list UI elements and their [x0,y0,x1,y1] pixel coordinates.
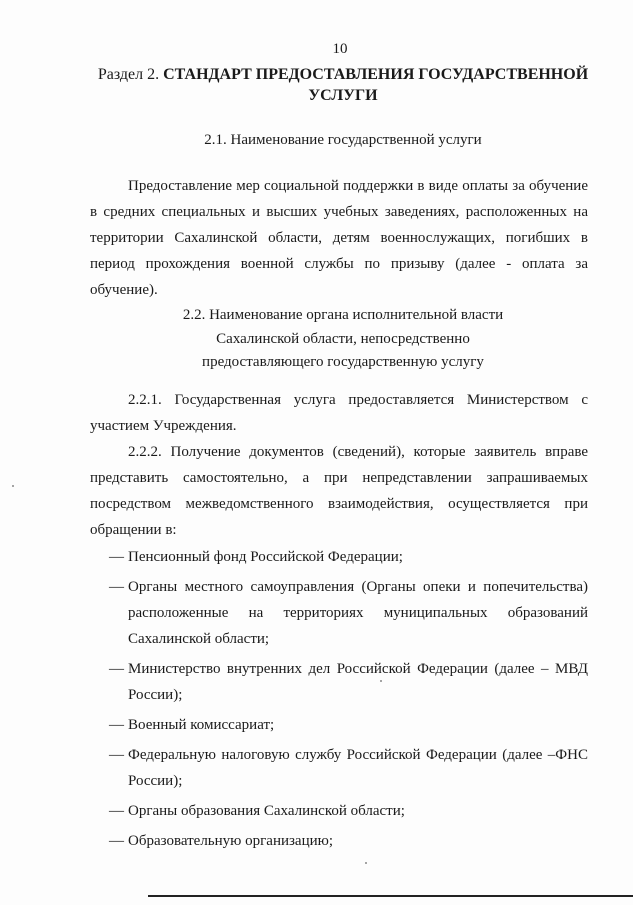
section-prefix: Раздел 2. [97,66,164,83]
section-title-line1: СТАНДАРТ ПРЕДОСТАВЛЕНИЯ ГОСУДАРСТВЕННОЙ [163,66,589,83]
list-item [109,828,588,854]
list-dash: — [109,833,124,849]
list-dash: — [109,717,124,733]
list-item [109,798,588,824]
list-item [109,742,588,794]
clause-2-2-1: 2.2.1. Государственная услуга предоставляется Министерством с участием Учреждения. [90,392,588,434]
section-title-line2: УСЛУГИ [308,87,378,104]
subsection-2-2-heading-line2: Сахалинской области, непосредственно [216,330,470,347]
list-item-text: Министерство внутренних дел Российской Федерации (далее – МВД России); [128,661,588,703]
subsection-2-2-heading-line1: 2.2. Наименование органа исполнительной власти [182,307,504,323]
list-item [109,656,588,708]
list-item-text: Образовательную организацию; [128,833,334,849]
scan-edge-line [148,895,633,897]
authorities-list [109,544,588,858]
list-item-text: Органы образования Сахалинской области; [128,803,405,819]
list-dash: — [109,661,124,677]
list-dash: — [109,549,124,565]
list-item [109,712,588,738]
list-dash: — [109,803,124,819]
subsection-2-1-paragraph: Предоставление мер социальной поддержки в виде оплаты за обучение в средних специальных и высших учебных заведениях, расположенных на территории Сахалинской области, детям военнослужащих, погибших в период прохождения военной службы по призыву (далее - оплата за обучение). [90,178,588,298]
scan-speck [12,485,14,487]
list-item [109,574,588,652]
list-item [109,544,588,570]
scan-speck [380,680,382,682]
list-item-text: Органы местного самоуправления (Органы опеки и попечительства) расположенные на территориях муниципальных образований Сахалинской области; [128,579,588,647]
list-item-text: Военный комиссариат; [128,717,275,733]
page-number: 10 [332,41,348,57]
list-dash: — [109,579,124,595]
list-dash: — [109,747,124,763]
subsection-2-2-heading-line3: предоставляющего государственную услугу [202,354,484,370]
list-item-text: Федеральную налоговую службу Российской Федерации (далее –ФНС России); [128,747,588,789]
clause-2-2-2: 2.2.2. Получение документов (сведений), которые заявитель вправе представить самостоятельно, а при непредставлении запрашиваемых посредством межведомственного взаимодействия, осуществляется при обращении в: [90,444,588,538]
subsection-2-2-heading [88,304,598,375]
subsection-2-1-heading: 2.1. Наименование государственной услуги [204,132,482,148]
section-heading [88,64,598,106]
list-item-text: Пенсионный фонд Российской Федерации; [128,549,403,565]
scan-speck [365,862,367,864]
